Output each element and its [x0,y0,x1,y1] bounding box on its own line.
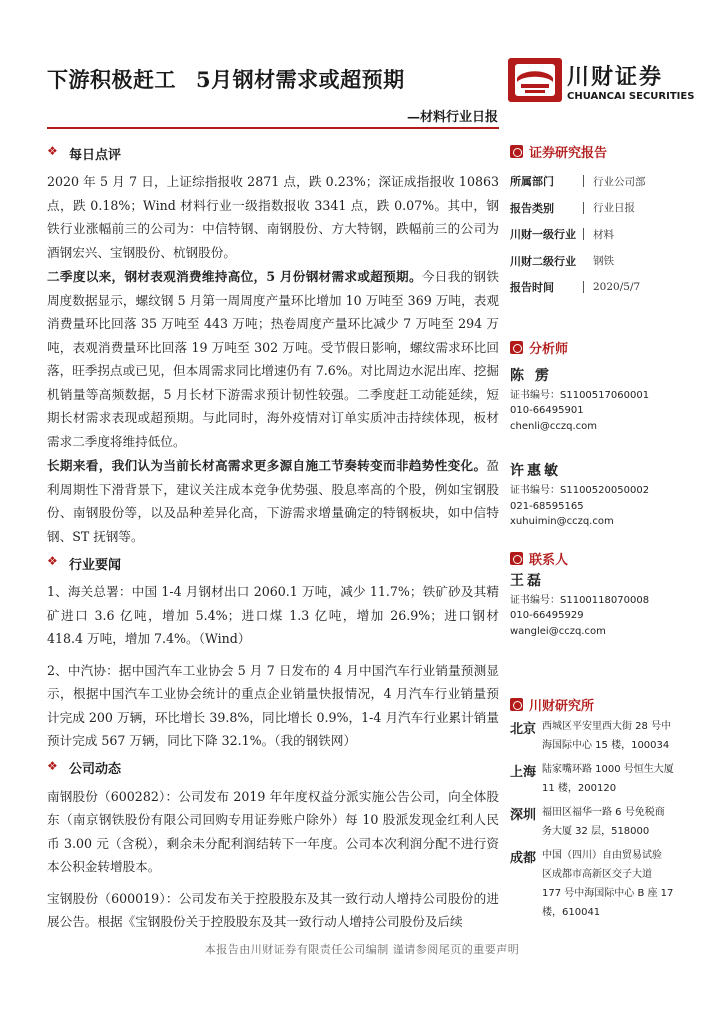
info-value: 钢铁 [593,255,614,268]
address-line: 务大厦 32 层，518000 [542,826,650,837]
paragraph-body: 盈利周期性下滑背景下，建议关注成本竞争优势强、股息率高的个股，例如宝钢股份、南钢股份等，以及品种差异化高，下游需求增量确定的特钢板块，如中信特钢、ST 抚钢等。 [47,458,499,544]
paragraph-body: 今日我的钢铁周度数据显示，螺纹钢 5 月第一周周度产量环比增加 10 万吨至 369 万吨，表观消费量环比回落 35 万吨至 443 万吨；热卷周度产量环比减少 7 万吨至 294 万吨，表观消费量环比回落 19 万吨至 302 万吨。受节假日影响，螺纹需求环比回落，旺季拐点或已见，但本周需求同比增速仍有 7.6%。对比周边水泥出库、挖掘机销量等高频数据，5 月长材下游需求预计韧性较强。二季度赶工动能延续，短期长材需求表现或超预期。与此同时，海外疫情对订单实质冲击持续体现，板材需求二季度将维持低位。 [47,269,500,449]
address-line: 西城区平安里西大街 28 号中 [542,721,672,732]
info-row-department [510,168,690,195]
address-line: 中国（四川）自由贸易试验 [542,850,662,861]
info-row-industry-l1 [510,221,690,248]
info-key: 川财二级行业 [510,254,576,268]
office-address [542,760,674,798]
address-line: 楼，610041 [542,907,601,918]
contact-name: 王磊 [510,572,544,589]
address-line: 海国际中心 15 楼，100034 [542,740,670,751]
section-title: 公司动态 [69,762,122,777]
diamond-bullet-icon [47,556,61,570]
sidebar-header-report [510,140,690,162]
main-content [47,140,499,935]
contact-phone: 010-66495929 [510,610,584,621]
analyst-card [510,460,690,530]
analyst-name: 陈 雳 [510,367,552,384]
analyst-phone: 021-68595165 [510,500,584,512]
office-city: 北京 [510,722,537,737]
info-key: 报告类别 [510,201,554,215]
report-subtitle: —材料行业日报 [406,110,498,125]
info-key: 川财一级行业 [510,228,576,242]
section-title: 行业要闻 [69,557,122,573]
logo-chinese-name: 川财证券 [567,65,664,90]
company-paragraph-1: 南钢股份（600282）：公司发布 2019 年年度权益分派实施公告公司，向全体股东（南京钢铁股份有限公司回购专用证券账户除外）每 10 股派发现金红利人民币 3.00 元（含税），剩余未分配利润结转下一年度。公司本次利润分配不进行资本公积金转增股本。 [47,788,499,874]
office-shanghai [510,760,690,798]
sidebar-title: 联系人 [529,553,569,568]
sidebar-title: 证券研究报告 [529,145,608,161]
contact-cert: 证书编号：S1100118070008 [510,594,650,606]
office-address [542,717,671,755]
analyst-cert: 证书编号：S1100520050002 [510,485,650,496]
office-city: 上海 [510,765,537,780]
office-shenzhen [510,803,690,841]
logo-english-name: CHUANCAI SECURITIES [567,91,695,102]
sidebar-header-contact [510,548,690,570]
contact-card [510,570,690,640]
sidebar-title: 川财研究所 [529,698,595,714]
analyst-icon [510,341,523,354]
address-line: 陆家嘴环路 1000 号恒生大厦 [542,764,674,775]
news-paragraph-1: 1、海关总署：中国 1-4 月钢材出口 2060.1 万吨，减少 11.7%；铁矿砂及其精矿进口 3.6 亿吨，增加 5.4%；进口煤 1.3 亿吨，增加 26.9%；进口钢材 418.4 万吨，增加 7.4%。（Wind） [47,584,499,646]
analyst-phone: 010-66495901 [510,405,584,416]
daily-paragraph-2 [47,265,499,453]
company-paragraph-2: 宝钢股份（600019）：公司发布关于控股股东及其一致行动人增持公司股份的进展公告。根据《宝钢股份关于控股股东及其一致行动人增持公司股份及后续 [47,890,499,929]
address-line: 福田区福华一路 6 号免税商 [542,807,665,818]
chuancai-logo-icon [507,57,563,103]
analyst-cert: 证书编号：S1100517060001 [510,389,650,401]
analyst-email[interactable]: chenli@cczq.com [510,420,598,432]
institute-icon [510,698,523,711]
address-line: 区成都市高新区交子大道 [542,869,652,880]
office-beijing [510,717,690,755]
office-city: 深圳 [510,808,537,823]
footer-disclaimer: 本报告由川财证券有限责任公司编制 谨请参阅尾页的重要声明 [204,943,520,956]
info-key: 所属部门 [510,175,554,189]
info-key: 报告时间 [510,281,554,295]
section-header-news [47,552,499,574]
info-row-category [510,195,690,222]
sidebar-title: 分析师 [529,342,569,357]
info-value: 行业日报 [593,202,635,215]
paragraph-lead: 长期来看，我们认为当前长材高需求更多源自施工节奏转变而非趋势性变化。 [47,458,487,473]
daily-paragraph-3 [47,454,499,548]
analyst-email[interactable]: xuhuimin@cczq.com [510,516,614,527]
page-title: 下游积极赶工 5月钢材需求或超预期 [47,67,405,92]
info-row-date [510,274,690,301]
contact-email[interactable]: wanglei@cczq.com [510,625,606,637]
office-chengdu [510,846,690,922]
analyst-card [510,365,690,435]
sidebar [510,140,690,927]
info-value: 行业公司部 [593,175,646,188]
sidebar-header-institute [510,693,690,715]
sidebar-header-analyst [510,337,690,359]
header-divider [47,127,499,129]
diamond-bullet-icon [47,761,61,775]
info-value: 材料 [593,228,614,241]
section-header-company [47,757,499,779]
info-value: 2020/5/7 [593,281,641,294]
paragraph-lead: 二季度以来，钢材表观消费维持高位，5 月份钢材需求或超预期。 [47,269,422,284]
news-paragraph-2: 2、中汽协：据中国汽车工业协会 5 月 7 日发布的 4 月中国汽车行业销量预测显示，根据中国汽车工业协会统计的重点企业销量快报情况，4 月汽车行业销量预计完成 200 万辆，环比增长 39.8%，同比增长 0.9%，1-4 月汽车行业累计销量预计完成 567 万辆，同比下降 32.1%。（我的钢铁网） [47,662,499,748]
address-line: 11 楼，200120 [542,783,617,794]
section-header-daily [47,142,499,164]
info-row-industry-l2 [510,248,690,275]
diamond-bullet-icon [47,146,61,160]
section-title: 每日点评 [69,147,122,163]
report-icon [510,145,523,158]
contact-icon [510,552,523,565]
analyst-name: 许惠敏 [510,463,561,479]
daily-paragraph-1: 2020 年 5 月 7 日，上证综指报收 2871 点，跌 0.23%；深证成指报收 10863 点，跌 0.18%；Wind 材料行业一级指数报收 3341 点，跌 0.07%。其中，钢铁行业涨幅前三的公司为：中信特钢、南钢股份、方大特钢，跌幅前三的公司为酒钢宏兴、宝钢股份、杭钢股份。 [47,174,499,260]
office-address [542,803,665,841]
address-line: 177 号中海国际中心 B 座 17 [542,888,674,899]
office-city: 成都 [510,851,537,866]
office-address [542,846,673,922]
